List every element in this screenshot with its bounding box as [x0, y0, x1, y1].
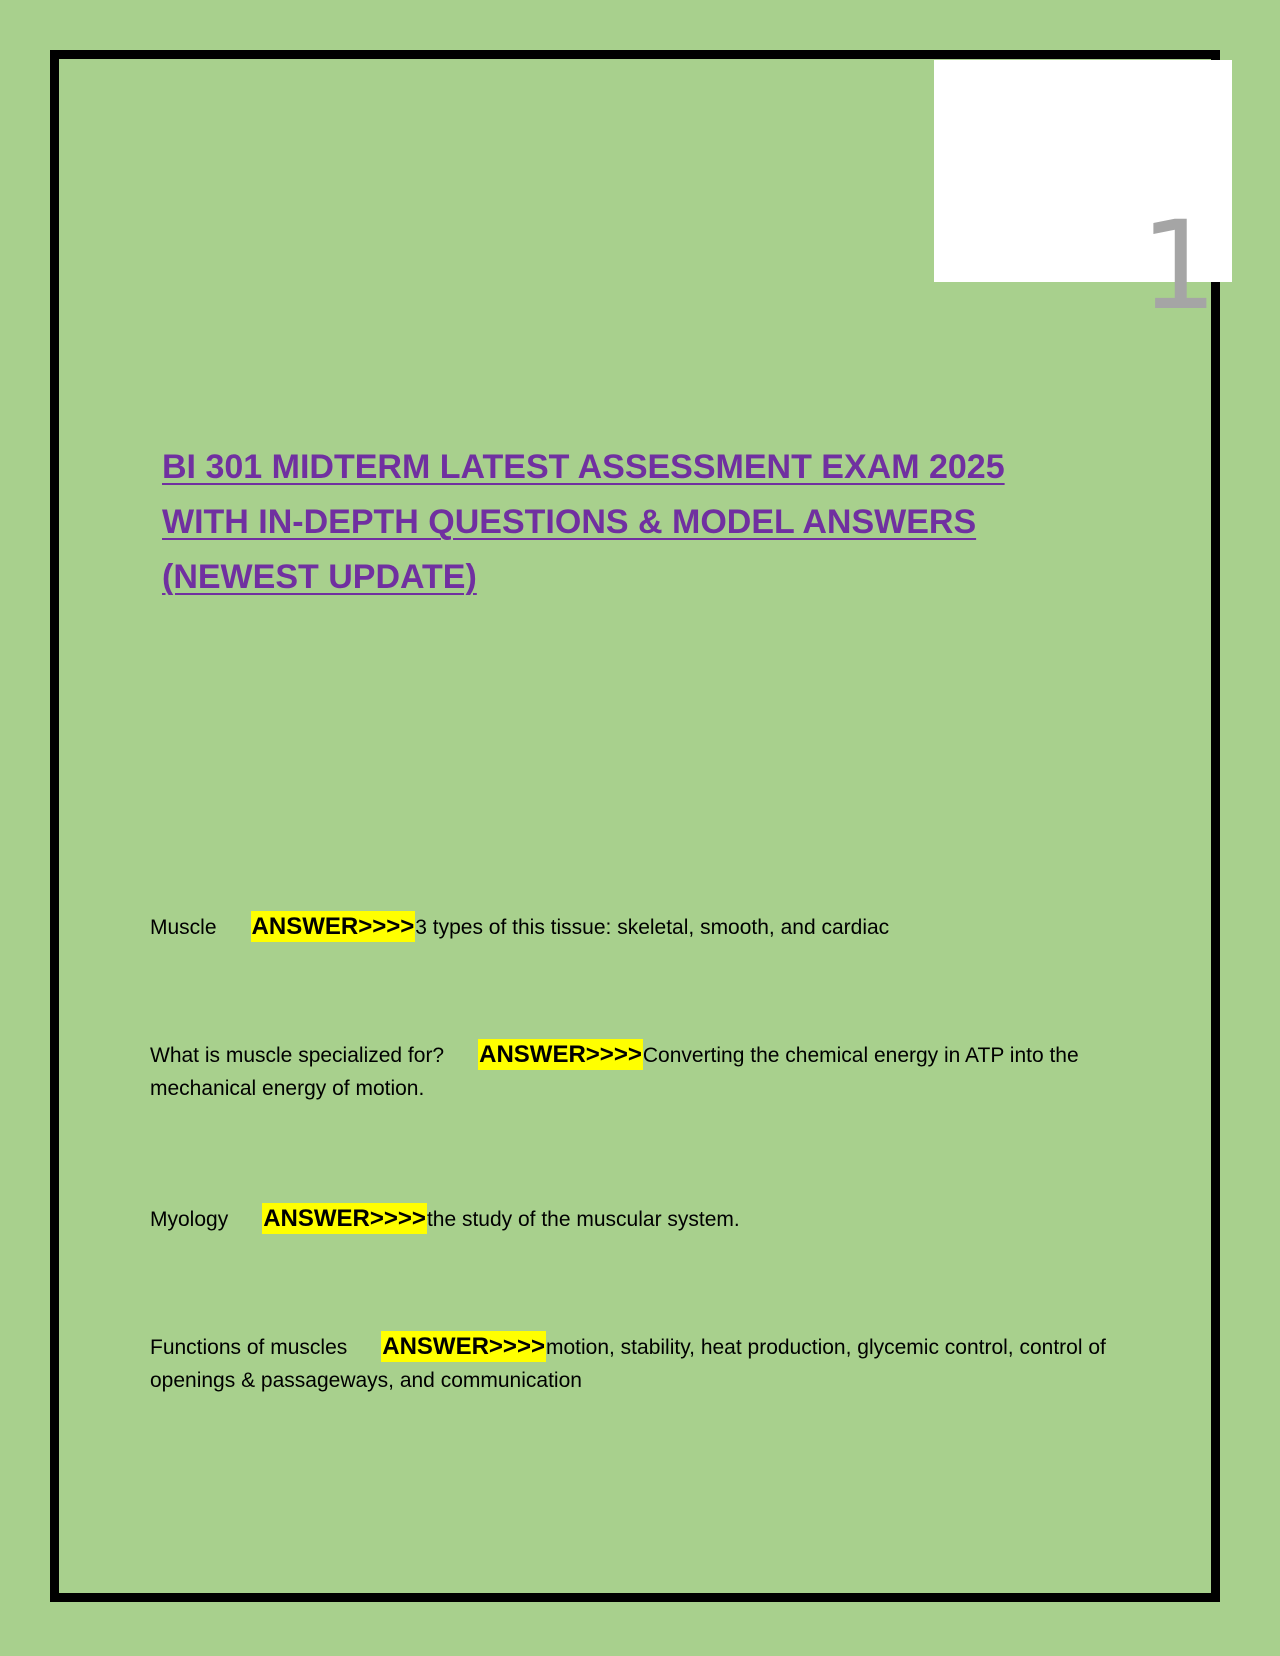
document-title	[162, 440, 1102, 605]
answer-tag: ANSWER>>>>	[251, 913, 415, 940]
answer-tag: ANSWER>>>>	[263, 1205, 426, 1232]
question-text: Myology	[150, 1208, 229, 1231]
answer-tag: ANSWER>>>>	[479, 1041, 642, 1068]
answer-text: 3 types of this tissue: skeletal, smooth, and cardiac	[415, 916, 890, 939]
qa-item-functions	[150, 1330, 1110, 1397]
question-text: Functions of muscles	[150, 1336, 348, 1359]
answer-tag: ANSWER>>>>	[382, 1333, 545, 1360]
question-text: Muscle	[150, 916, 217, 939]
answer-text: the study of the muscular system.	[426, 1208, 740, 1231]
qa-item-myology	[150, 1202, 1110, 1236]
title-line-2: WITH IN-DEPTH QUESTIONS & MODEL ANSWERS	[162, 503, 977, 541]
page-number: 1	[1140, 195, 1218, 337]
title-line-3: (NEWEST UPDATE)	[162, 558, 477, 596]
qa-item-specialization	[150, 1038, 1110, 1105]
question-text: What is muscle specialized for?	[150, 1044, 445, 1067]
answer-text: motion, stability, heat production, glycemic control, control of openings & passageways, and communication	[150, 1336, 1106, 1392]
title-line-1: BI 301 MIDTERM LATEST ASSESSMENT EXAM 2025	[162, 448, 1005, 486]
answer-text: Converting the chemical energy in ATP into the mechanical energy of motion.	[150, 1044, 1079, 1100]
qa-item-muscle	[150, 910, 1110, 944]
